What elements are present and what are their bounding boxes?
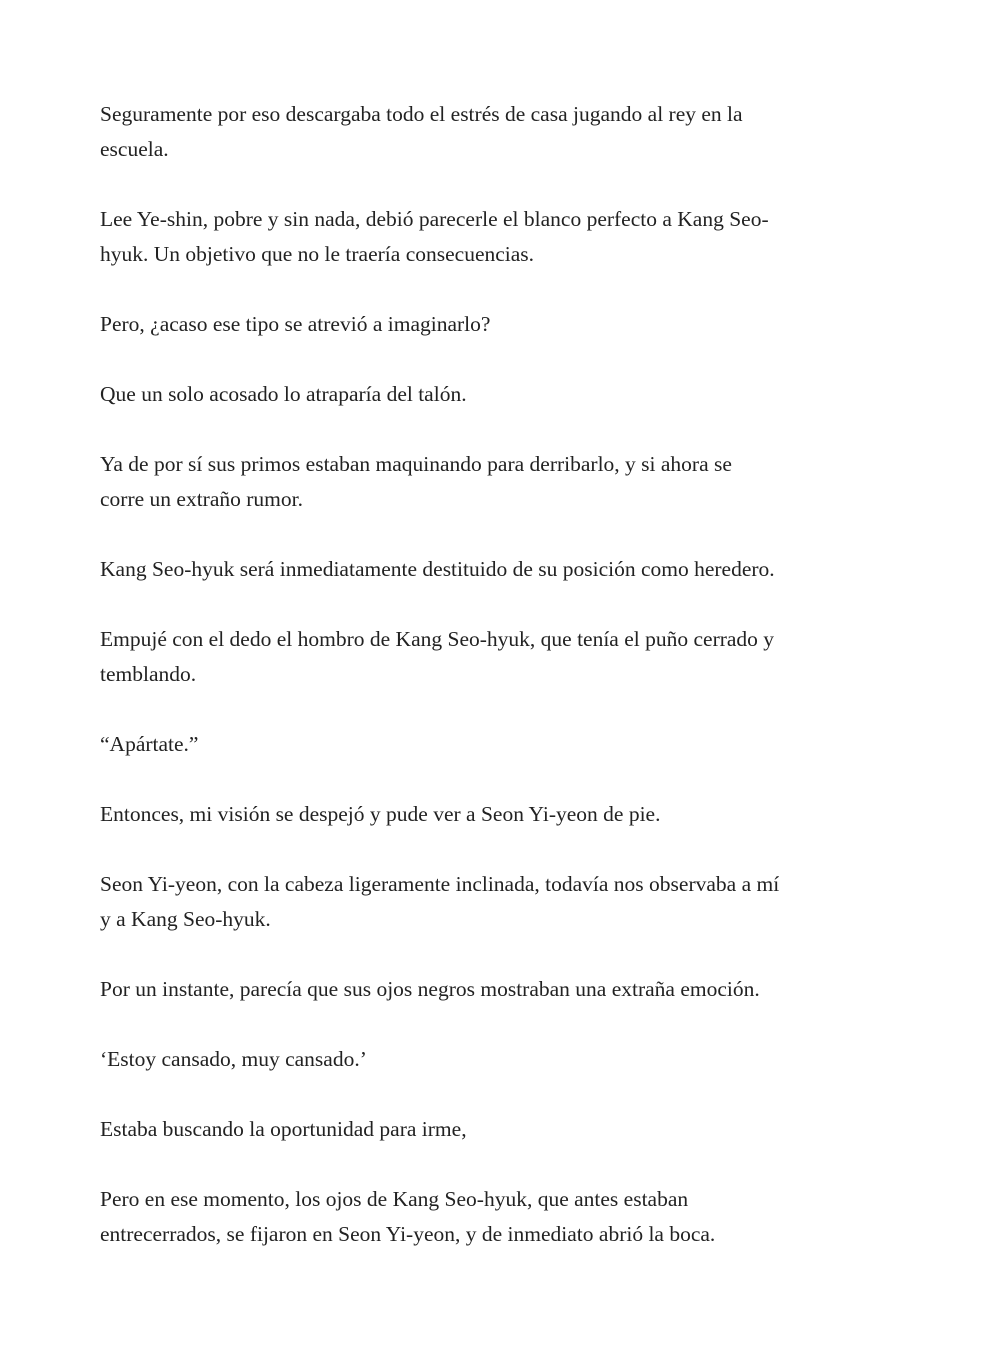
text-line: Estaba buscando la oportunidad para irme, — [100, 1117, 467, 1141]
text-line: Seguramente por eso descargaba todo el estrés de casa jugando al rey en la — [100, 102, 743, 126]
text-line: Ya de por sí sus primos estaban maquinando para derribarlo, y si ahora se — [100, 452, 732, 476]
text-line: Kang Seo-hyuk será inmediatamente destituido de su posición como heredero. — [100, 557, 775, 581]
dialogue-paragraph — [100, 727, 910, 762]
paragraph — [100, 797, 910, 832]
paragraph — [100, 1112, 910, 1147]
paragraph — [100, 97, 910, 167]
paragraph — [100, 622, 910, 692]
paragraph — [100, 972, 910, 1007]
text-line: temblando. — [100, 662, 197, 686]
thought-paragraph — [100, 1042, 910, 1077]
text-line: y a Kang Seo-hyuk. — [100, 907, 271, 931]
text-line: Pero, ¿acaso ese tipo se atrevió a imaginarlo? — [100, 312, 491, 336]
text-line: Seon Yi-yeon, con la cabeza ligeramente inclinada, todavía nos observaba a mí — [100, 872, 780, 896]
document-body — [100, 97, 910, 1287]
paragraph — [100, 202, 910, 272]
text-line: Por un instante, parecía que sus ojos negros mostraban una extraña emoción. — [100, 977, 760, 1001]
text-line: Entonces, mi visión se despejó y pude ver a Seon Yi-yeon de pie. — [100, 802, 661, 826]
paragraph — [100, 307, 910, 342]
paragraph — [100, 867, 910, 937]
text-line: ‘Estoy cansado, muy cansado.’ — [100, 1047, 367, 1071]
text-line: “Apártate.” — [100, 732, 199, 756]
text-line: Que un solo acosado lo atraparía del talón. — [100, 382, 467, 406]
text-line: hyuk. Un objetivo que no le traería consecuencias. — [100, 242, 535, 266]
text-line: entrecerrados, se fijaron en Seon Yi-yeon, y de inmediato abrió la boca. — [100, 1222, 716, 1246]
paragraph — [100, 377, 910, 412]
paragraph — [100, 552, 910, 587]
text-line: corre un extraño rumor. — [100, 487, 303, 511]
text-line: Empujé con el dedo el hombro de Kang Seo-hyuk, que tenía el puño cerrado y — [100, 627, 775, 651]
paragraph — [100, 1182, 910, 1252]
text-line: escuela. — [100, 137, 169, 161]
text-line: Lee Ye-shin, pobre y sin nada, debió parecerle el blanco perfecto a Kang Seo- — [100, 207, 769, 231]
paragraph — [100, 447, 910, 517]
text-line: Pero en ese momento, los ojos de Kang Seo-hyuk, que antes estaban — [100, 1187, 689, 1211]
